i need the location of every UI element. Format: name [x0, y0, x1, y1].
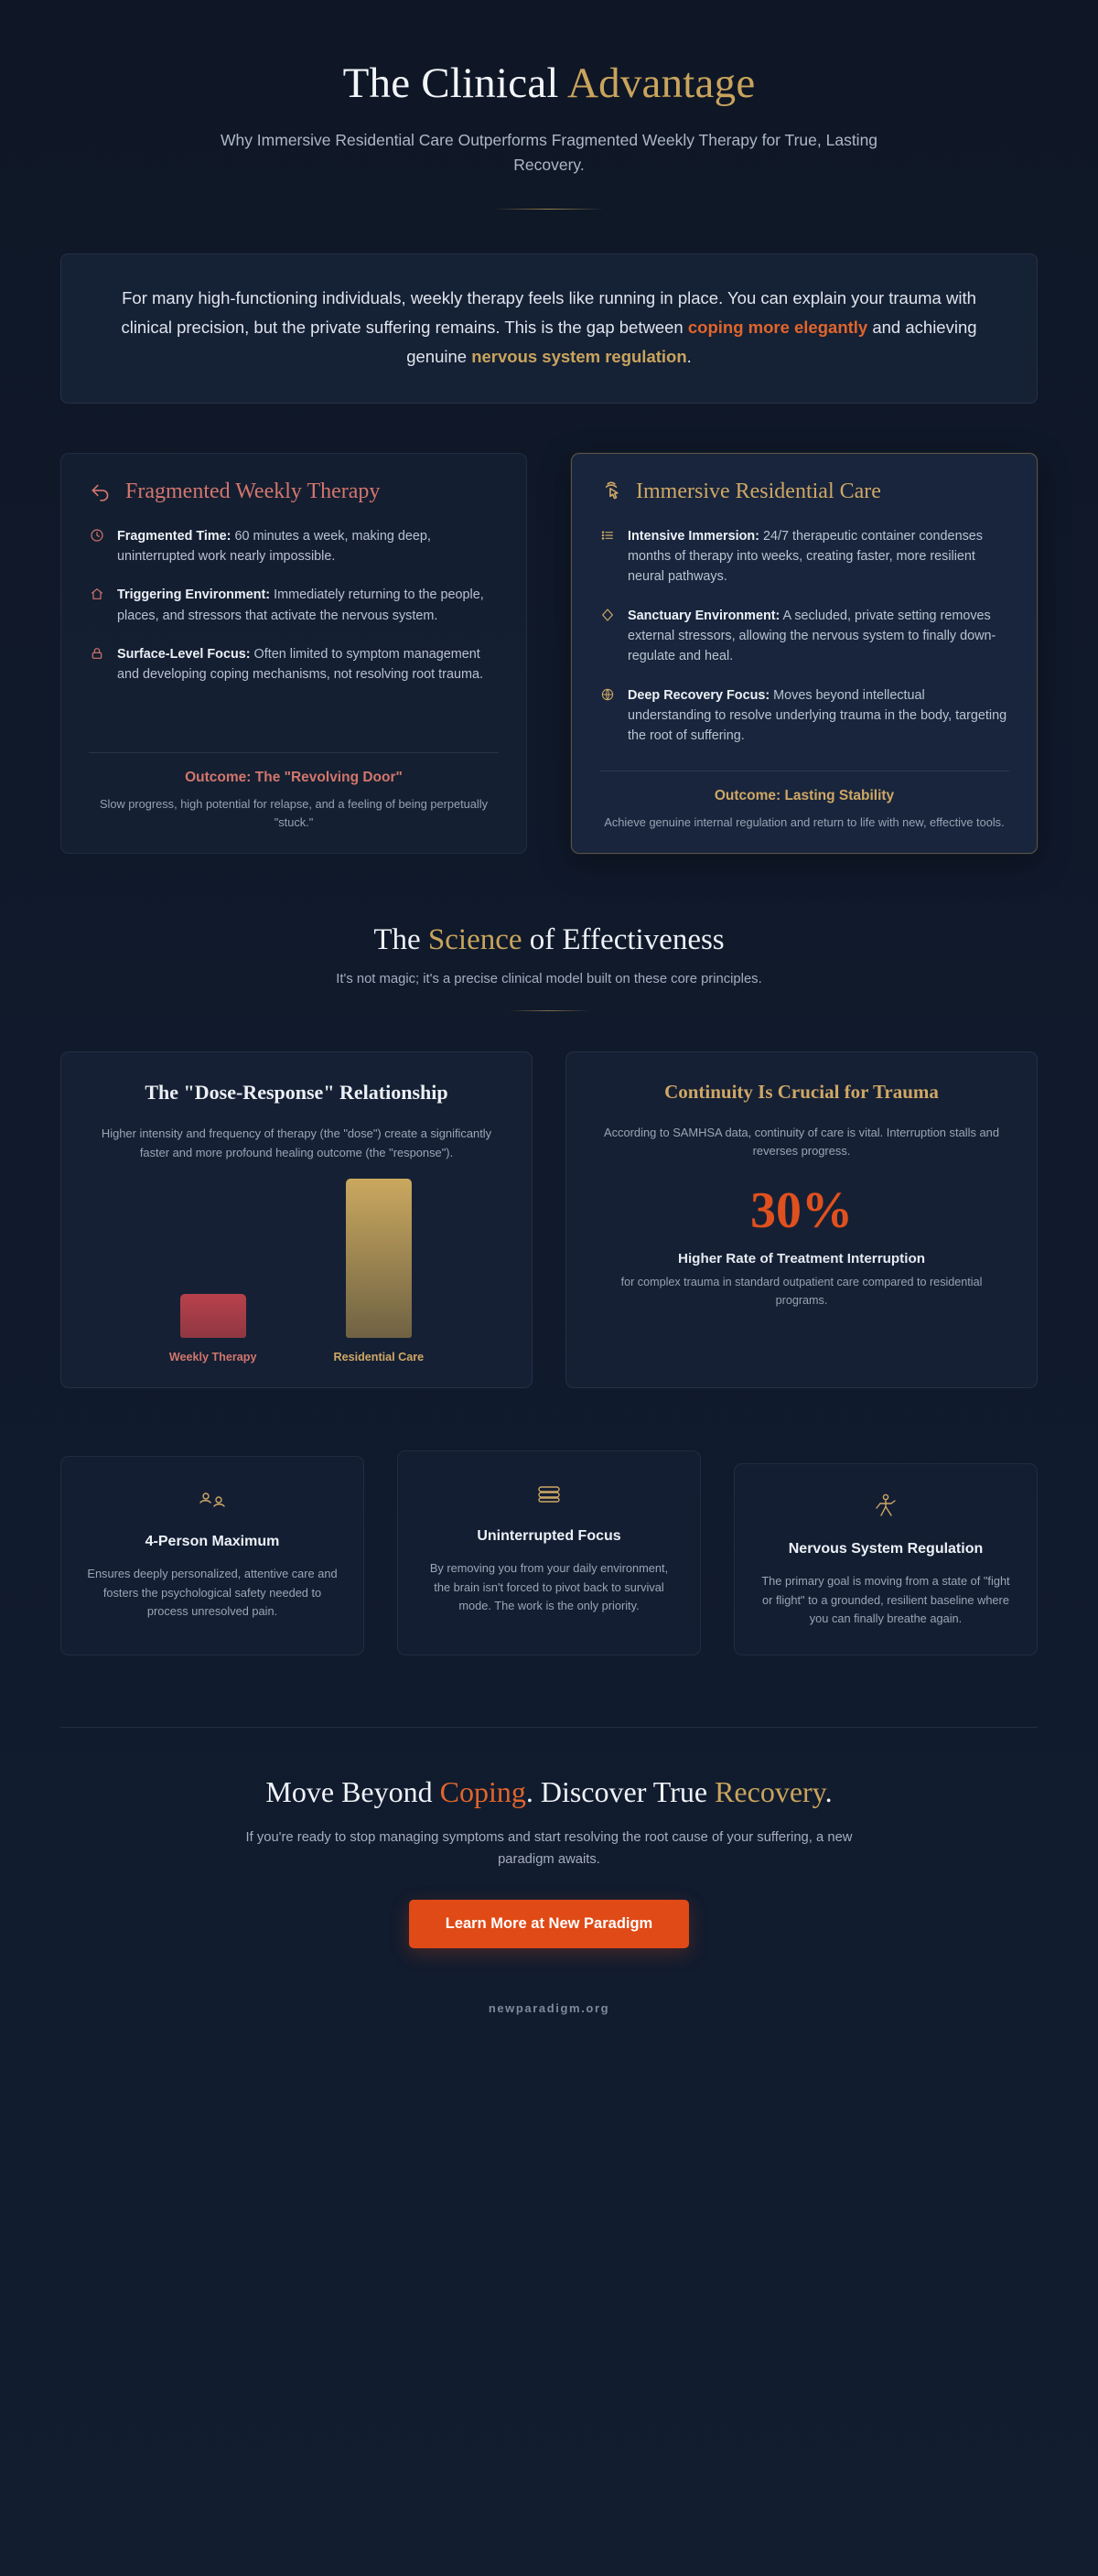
cta-title-2: . Discover True	[525, 1775, 716, 1809]
list-item-text	[628, 606, 1009, 667]
hero-divider	[494, 209, 604, 210]
comparison-left-outcome	[89, 728, 499, 832]
science-title-accent: Science	[427, 923, 522, 957]
features-section	[60, 1456, 1038, 1655]
list-item-text	[117, 585, 499, 626]
list-item-text	[628, 685, 1009, 747]
science-divider	[508, 1010, 590, 1011]
continuity-stat-card	[565, 1051, 1038, 1388]
science-title-2: of Effectiveness	[522, 923, 725, 957]
science-section-header	[60, 923, 1038, 1011]
chart-bar-label-weekly: Weekly Therapy	[168, 1351, 257, 1364]
feature-card-capacity	[60, 1456, 364, 1655]
outcome-title: Outcome: Lasting Stability	[714, 787, 895, 803]
feature-card-regulation	[734, 1463, 1038, 1655]
feature-card-focus	[397, 1450, 701, 1655]
cursor-target-icon	[599, 480, 623, 503]
page-title	[60, 59, 1038, 108]
page-title-main: The Clinical	[342, 59, 567, 107]
comparison-card-fragmented	[60, 453, 527, 855]
body-balance-icon	[759, 1492, 1013, 1523]
cta-title-coping: Coping	[439, 1775, 526, 1809]
list-item-label: Triggering Environment:	[117, 587, 271, 603]
comparison-right-title: Immersive Residential Care	[636, 479, 881, 503]
cta-section	[60, 1728, 1038, 1948]
outcome-title: Outcome: The "Revolving Door"	[185, 769, 403, 785]
list-item-body: 24/7 therapeutic container condenses months of therapy into weeks, creating faster, more resilient neural pathways.	[628, 528, 983, 585]
list-item-text	[117, 526, 499, 567]
list-item-body: Immediately returning to the people, places, and stressors that activate the nervous system.	[117, 587, 484, 623]
intro-text-2: and achieving genuine	[406, 318, 977, 366]
feature-title: 4-Person Maximum	[145, 1534, 280, 1550]
comparison-left-title: Fragmented Weekly Therapy	[125, 479, 381, 503]
science-subtitle: It's not magic; it's a precise clinical model built on these core principles.	[336, 972, 762, 987]
feature-title: Nervous System Regulation	[788, 1541, 984, 1557]
home-icon	[89, 587, 105, 601]
comparison-card-immersive	[571, 453, 1038, 855]
list-item	[89, 585, 499, 626]
layers-stack-icon	[422, 1479, 676, 1510]
science-title	[60, 923, 1038, 957]
cta-title	[60, 1775, 1038, 1809]
intro-text-3: .	[686, 346, 692, 366]
comparison-right-items	[599, 526, 1009, 747]
stat-caption: Higher Rate of Treatment Interruption	[677, 1251, 926, 1267]
arrow-loop-back-icon	[89, 480, 113, 503]
science-title-1: The	[373, 923, 428, 957]
list-item-text	[117, 644, 499, 685]
list-item	[599, 606, 1009, 667]
comparison-right-header	[599, 480, 1009, 521]
stat-note: for complex trauma in standard outpatient care compared to residential programs.	[620, 1276, 983, 1307]
chart-bar-residential	[346, 1179, 412, 1338]
lock-icon	[89, 646, 105, 661]
divider	[89, 752, 499, 753]
comparison-section	[60, 453, 1038, 855]
list-item	[599, 526, 1009, 587]
list-item-body: A secluded, private setting removes external stressors, allowing the nervous system to finally down-regulate and heal.	[628, 608, 996, 664]
feature-text: Ensures deeply personalized, attentive care and fosters the psychological safety needed to process unresolved pain.	[87, 1566, 338, 1619]
list-item-label: Surface-Level Focus:	[117, 647, 251, 662]
chart-bar-label-residential: Residential Care	[333, 1351, 425, 1364]
list-item	[89, 644, 499, 685]
footer-site-name[interactable]: newparadigm.org	[488, 2001, 610, 2016]
chart-bar-weekly	[180, 1294, 246, 1338]
clock-icon	[89, 528, 105, 543]
comparison-left-items	[89, 526, 499, 685]
comparison-left-header	[89, 480, 499, 521]
chart-bar-group-residential	[333, 1179, 424, 1363]
dose-response-bar-chart	[92, 1180, 501, 1363]
intro-card	[60, 253, 1038, 403]
feature-text: The primary goal is moving from a state of "fight or flight" to a grounded, resilient baseline where you can finally breathe again.	[761, 1573, 1010, 1626]
list-item-body: Moves beyond intellectual understanding to resolve underlying trauma in the body, targeting the root of suffering.	[628, 687, 1007, 744]
intro-highlight-coping: coping more elegantly	[687, 318, 868, 338]
list-item-body: 60 minutes a week, making deep, uninterrupted work nearly impossible.	[117, 528, 431, 565]
list-item-label: Fragmented Time:	[117, 528, 231, 544]
hero-subtitle: Why Immersive Residential Care Outperforms Fragmented Weekly Therapy for True, Lasting Recovery.	[220, 131, 878, 175]
intro-text-1: For many high-functioning individuals, weekly therapy feels like running in place. You can explain your trauma with clinical precision, but the private suffering remains. This is the gap between	[121, 288, 976, 338]
comparison-right-outcome	[599, 747, 1009, 832]
chart-title: The "Dose-Response" Relationship	[145, 1081, 448, 1105]
learn-more-button[interactable]: Learn More at New Paradigm	[409, 1900, 689, 1948]
cta-title-recovery: Recovery	[715, 1775, 825, 1809]
globe-icon	[599, 687, 616, 702]
list-item-body: Often limited to symptom management and developing coping mechanisms, not resolving root trauma.	[117, 647, 483, 683]
hero-section	[60, 42, 1038, 210]
diamond-icon	[599, 608, 616, 622]
intro-paragraph	[103, 284, 995, 371]
list-item	[89, 526, 499, 567]
outcome-text: Achieve genuine internal regulation and return to life with new, effective tools.	[604, 814, 1005, 829]
list-icon	[599, 528, 616, 543]
dose-response-card	[60, 1051, 533, 1388]
intro-highlight-regulation: nervous system regulation	[471, 346, 687, 366]
science-cards	[60, 1051, 1038, 1388]
people-group-icon	[85, 1484, 339, 1515]
chart-bar-group-weekly	[169, 1294, 257, 1363]
feature-title: Uninterrupted Focus	[477, 1528, 621, 1545]
cta-text: If you're ready to stop managing symptoms and start resolving the root cause of your suffering, a new paradigm awaits.	[245, 1830, 853, 1867]
chart-subtitle: Higher intensity and frequency of therapy (the "dose") create a significantly faster and more profound healing outcome (the "response").	[101, 1126, 492, 1159]
list-item-label: Intensive Immersion:	[628, 528, 759, 544]
cta-title-3: .	[824, 1775, 833, 1809]
feature-text: By removing you from your daily environment, the brain isn't forced to pivot back to survival mode. The work is the only priority.	[429, 1560, 669, 1613]
stat-card-subtitle: According to SAMHSA data, continuity of care is vital. Interruption stalls and reverses progress.	[603, 1125, 1000, 1159]
stat-card-title: Continuity Is Crucial for Trauma	[664, 1081, 939, 1104]
stat-value: 30%	[750, 1182, 853, 1240]
list-item-label: Sanctuary Environment:	[628, 608, 780, 623]
list-item-label: Deep Recovery Focus:	[628, 687, 770, 703]
cta-title-1: Move Beyond	[265, 1775, 440, 1809]
outcome-text: Slow progress, high potential for relapse, and a feeling of being perpetually "stuck."	[100, 796, 488, 829]
list-item-text	[628, 526, 1009, 587]
page-title-accent: Advantage	[567, 59, 756, 107]
list-item	[599, 685, 1009, 747]
